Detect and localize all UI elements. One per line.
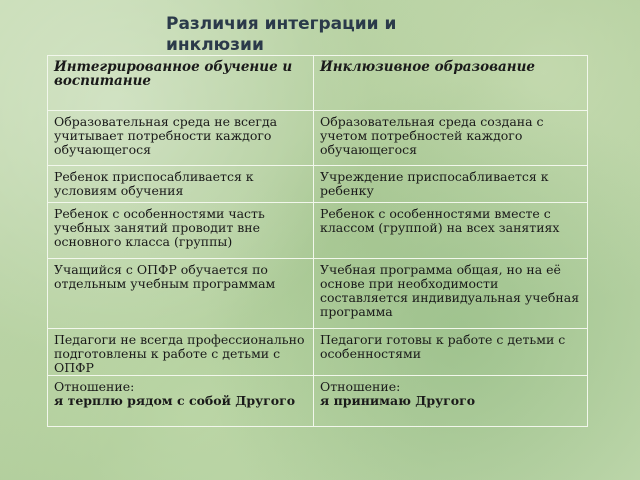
cell-inclusion-attitude (314, 376, 588, 427)
attitude-value: я терплю рядом с собой Другого (54, 393, 296, 408)
cell-integration: Образовательная среда не всегда учитывает потребности каждого обучающегося (48, 111, 314, 166)
cell-integration: Учащийся с ОПФР обучается по отдельным учебным программам (48, 259, 314, 329)
cell-integration: Ребенок с особенностями часть учебных занятий проводит вне основного класса (группы) (48, 203, 314, 259)
cell-inclusion: Учебная программа общая, но на её основе при необходимости составляется индивидуальная учебная программа (314, 259, 588, 329)
table-row (48, 329, 588, 376)
cell-inclusion: Образовательная среда создана с учетом потребностей каждого обучающегося (314, 111, 588, 166)
header-integration: Интегрированное обучение и воспитание (48, 56, 314, 111)
cell-inclusion: Педагоги готовы к работе с детьми с особенностями (314, 329, 588, 376)
comparison-table (47, 55, 588, 427)
table-header-row (48, 56, 588, 111)
attitude-row (48, 376, 588, 427)
table-row (48, 166, 588, 203)
table-row (48, 111, 588, 166)
cell-integration: Педагоги не всегда профессионально подготовлены к работе с детьми с ОПФР (48, 329, 314, 376)
cell-inclusion: Учреждение приспосабливается к ребенку (314, 166, 588, 203)
cell-integration: Ребенок приспосабливается к условиям обучения (48, 166, 314, 203)
cell-inclusion: Ребенок с особенностями вместе с классом (группой) на всех занятиях (314, 203, 588, 259)
header-inclusion: Инклюзивное образование (314, 56, 588, 111)
table-row (48, 203, 588, 259)
attitude-label: Отношение: (54, 379, 135, 394)
table-row (48, 259, 588, 329)
attitude-label: Отношение: (320, 379, 401, 394)
page-title: Различия интеграции и инклюзии (166, 14, 397, 55)
cell-integration-attitude (48, 376, 314, 427)
attitude-value: я принимаю Другого (320, 393, 476, 408)
